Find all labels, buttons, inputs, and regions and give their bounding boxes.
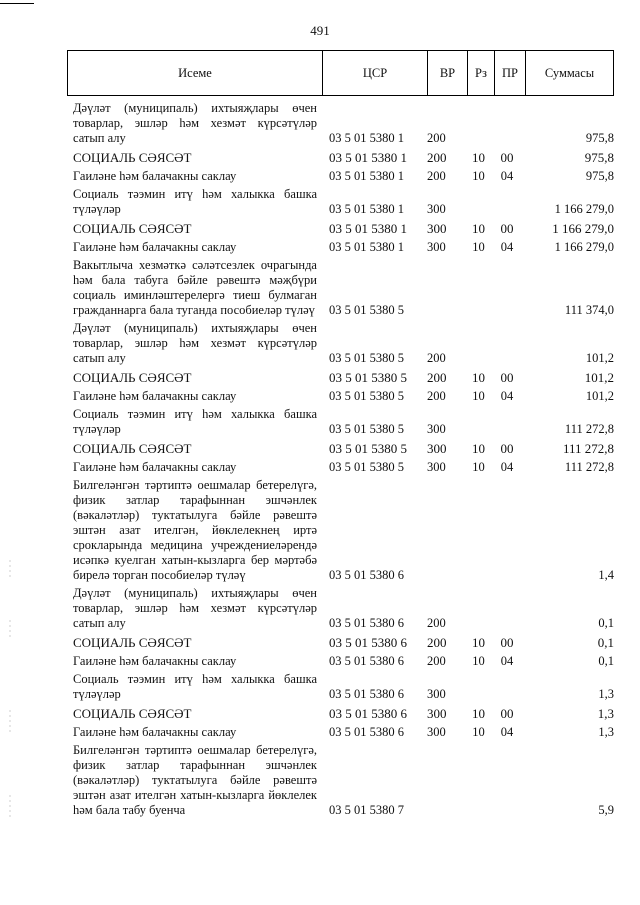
row-csr: 03 5 01 5380 1 (329, 202, 404, 216)
row-name: СОЦИАЛЬ СӘЯСӘТ (73, 221, 192, 236)
row-vr: 200 (427, 635, 447, 650)
row-pr: 04 (500, 460, 514, 474)
row-name: Билгеләнгән тәртиптә оешмалар бетерелүгә, физик затлар тарафыннан эшчәнлек (вәкаләтләр) туктатылуга бәйле рәвештә эштән азат ителгән, йөклелекнең иртә срокларында медицина учреждениеләрендә исәпкә куелган хатын-кызларга бер мәртәбә бирелә торган пособиеләр түләү (73, 478, 317, 582)
row-vr: 300 (427, 422, 446, 436)
table-row (73, 187, 614, 217)
table-row (73, 169, 614, 184)
table-row (73, 258, 614, 318)
row-pr: 00 (500, 150, 514, 165)
row-pr: 00 (500, 706, 514, 721)
row-name: СОЦИАЛЬ СӘЯСӘТ (73, 441, 192, 456)
row-pr: 00 (500, 370, 514, 385)
table-row (73, 725, 614, 740)
row-sum: 1,4 (598, 568, 614, 582)
row-rz: 10 (472, 221, 485, 236)
row-rz: 10 (472, 389, 485, 403)
row-csr: 03 5 01 5380 6 (329, 706, 407, 721)
row-sum: 975,8 (584, 150, 614, 165)
row-csr: 03 5 01 5380 6 (329, 616, 404, 630)
row-vr: 200 (427, 169, 446, 183)
row-vr: 300 (427, 460, 446, 474)
table-row (73, 654, 614, 669)
table-body (73, 101, 614, 818)
row-rz: 10 (472, 654, 485, 668)
row-pr: 04 (500, 169, 514, 183)
row-rz: 10 (472, 150, 485, 165)
row-sum: 1 166 279,0 (554, 240, 614, 254)
row-pr: 00 (500, 441, 514, 456)
row-name: СОЦИАЛЬ СӘЯСӘТ (73, 706, 192, 721)
header-vr: ВР (427, 51, 467, 95)
row-csr: 03 5 01 5380 6 (329, 725, 404, 739)
row-sum: 0,1 (598, 616, 614, 630)
row-sum: 1 166 279,0 (554, 202, 614, 216)
top-rule (0, 3, 34, 4)
row-csr: 03 5 01 5380 6 (329, 568, 404, 582)
row-vr: 200 (427, 654, 446, 668)
table-row (73, 478, 614, 583)
row-name: Гаиләне һәм балачакны саклау (73, 725, 237, 739)
row-vr: 300 (427, 240, 446, 254)
table-row (73, 440, 614, 457)
row-vr: 300 (427, 706, 447, 721)
row-sum: 1,3 (598, 725, 614, 739)
header-pr: ПР (494, 51, 525, 95)
row-name: Гаиләне һәм балачакны саклау (73, 654, 237, 668)
row-vr: 200 (427, 616, 446, 630)
row-csr: 03 5 01 5380 7 (329, 803, 404, 817)
row-vr: 200 (427, 351, 446, 365)
row-rz: 10 (472, 240, 485, 254)
row-name: Дәүләт (муниципаль) ихтыяҗлары өчен товарлар, эшләр һәм хезмәт күрсәтүләр сатып алу (73, 321, 317, 365)
table-row (73, 389, 614, 404)
row-sum: 101,2 (585, 389, 614, 403)
row-vr: 200 (427, 389, 446, 403)
row-csr: 03 5 01 5380 1 (329, 169, 404, 183)
row-sum: 1,3 (597, 706, 614, 721)
row-sum: 111 374,0 (564, 303, 614, 317)
row-csr: 03 5 01 5380 1 (329, 240, 404, 254)
table-header (67, 50, 614, 96)
table-row (73, 369, 614, 386)
row-rz: 10 (472, 370, 485, 385)
row-csr: 03 5 01 5380 6 (329, 687, 404, 701)
row-csr: 03 5 01 5380 1 (329, 221, 407, 236)
row-rz: 10 (472, 635, 485, 650)
table-row (73, 101, 614, 146)
row-name: Гаиләне һәм балачакны саклау (73, 240, 237, 254)
row-name: СОЦИАЛЬ СӘЯСӘТ (73, 370, 192, 385)
row-vr: 300 (427, 725, 446, 739)
row-name: Дәүләт (муниципаль) ихтыяҗлары өчен товарлар, эшләр һәм хезмәт күрсәтүләр сатып алу (73, 101, 317, 145)
row-rz: 10 (472, 706, 485, 721)
header-rz: Рз (467, 51, 494, 95)
row-csr: 03 5 01 5380 5 (329, 370, 407, 385)
table-row (73, 460, 614, 475)
row-vr: 200 (427, 150, 447, 165)
row-csr: 03 5 01 5380 5 (329, 303, 404, 317)
row-rz: 10 (472, 725, 485, 739)
row-sum: 975,8 (585, 169, 614, 183)
row-csr: 03 5 01 5380 5 (329, 389, 404, 403)
row-vr: 300 (427, 687, 446, 701)
row-name: Гаиләне һәм балачакны саклау (73, 460, 237, 474)
row-name: Билгеләнгән тәртиптә оешмалар бетерелүгә, физик затлар тарафыннан эшчәнлек (вәкаләтләр) туктатылуга бәйле рәвештә эштән азат ителгән хатын-кызларга йөклелек һәм бала табу буенча (73, 743, 317, 817)
row-name: Социаль тәэмин итү һәм халыкка башка түләүләр (73, 407, 317, 436)
table-row (73, 220, 614, 237)
row-pr: 04 (500, 240, 514, 254)
row-name: Дәүләт (муниципаль) ихтыяҗлары өчен товарлар, эшләр һәм хезмәт күрсәтүләр сатып алу (73, 586, 317, 630)
row-rz: 10 (472, 441, 485, 456)
row-pr: 00 (500, 635, 514, 650)
table-row (73, 321, 614, 366)
row-name: Гаиләне һәм балачакны саклау (73, 169, 237, 183)
row-csr: 03 5 01 5380 1 (329, 150, 407, 165)
row-name: СОЦИАЛЬ СӘЯСӘТ (73, 150, 192, 165)
page-number: 491 (310, 23, 330, 38)
row-pr: 00 (500, 221, 514, 236)
table-row (73, 743, 614, 818)
row-csr: 03 5 01 5380 6 (329, 635, 407, 650)
row-vr: 200 (427, 131, 446, 145)
row-csr: 03 5 01 5380 5 (329, 422, 404, 436)
row-sum: 975,8 (585, 131, 614, 145)
row-vr: 300 (427, 441, 447, 456)
row-pr: 04 (500, 725, 514, 739)
table-row (73, 672, 614, 702)
row-name: Вакытлыча хезмәткә сәләтсезлек очрагында һәм бала табуга бәйле рәвештә мәҗбүри социаль иминләштерелергә тиеш булмаган гражданнарга бала туганда пособиеләр түләү (73, 258, 317, 317)
row-sum: 0,1 (598, 654, 614, 668)
row-csr: 03 5 01 5380 5 (329, 460, 404, 474)
row-sum: 101,2 (584, 370, 614, 385)
row-name: Гаиләне һәм балачакны саклау (73, 389, 237, 403)
row-sum: 111 272,8 (564, 460, 614, 474)
margin-scan-marks (6, 560, 14, 820)
row-rz: 10 (472, 169, 485, 183)
row-sum: 1 166 279,0 (552, 221, 614, 236)
table-row (73, 240, 614, 255)
table-row (73, 586, 614, 631)
row-csr: 03 5 01 5380 6 (329, 654, 404, 668)
table-row (73, 149, 614, 166)
row-pr: 04 (500, 654, 514, 668)
row-vr: 300 (427, 202, 446, 216)
header-csr: ЦСР (322, 51, 427, 95)
row-name: Социаль тәэмин итү һәм халыкка башка түләүләр (73, 187, 317, 216)
row-sum: 111 272,8 (564, 422, 614, 436)
row-csr: 03 5 01 5380 5 (329, 441, 407, 456)
row-rz: 10 (472, 460, 485, 474)
table-row (73, 407, 614, 437)
row-vr: 200 (427, 370, 447, 385)
table-row (73, 705, 614, 722)
row-sum: 0,1 (597, 635, 614, 650)
table-row (73, 634, 614, 651)
row-pr: 04 (500, 389, 514, 403)
row-csr: 03 5 01 5380 5 (329, 351, 404, 365)
row-name: Социаль тәэмин итү һәм халыкка башка түләүләр (73, 672, 317, 701)
row-csr: 03 5 01 5380 1 (329, 131, 404, 145)
row-sum: 5,9 (598, 803, 614, 817)
row-vr: 300 (427, 221, 447, 236)
header-name: Исеме (178, 65, 212, 80)
header-sum: Суммасы (525, 51, 613, 95)
row-name: СОЦИАЛЬ СӘЯСӘТ (73, 635, 192, 650)
row-sum: 111 272,8 (562, 441, 614, 456)
row-sum: 1,3 (598, 687, 614, 701)
row-sum: 101,2 (585, 351, 614, 365)
